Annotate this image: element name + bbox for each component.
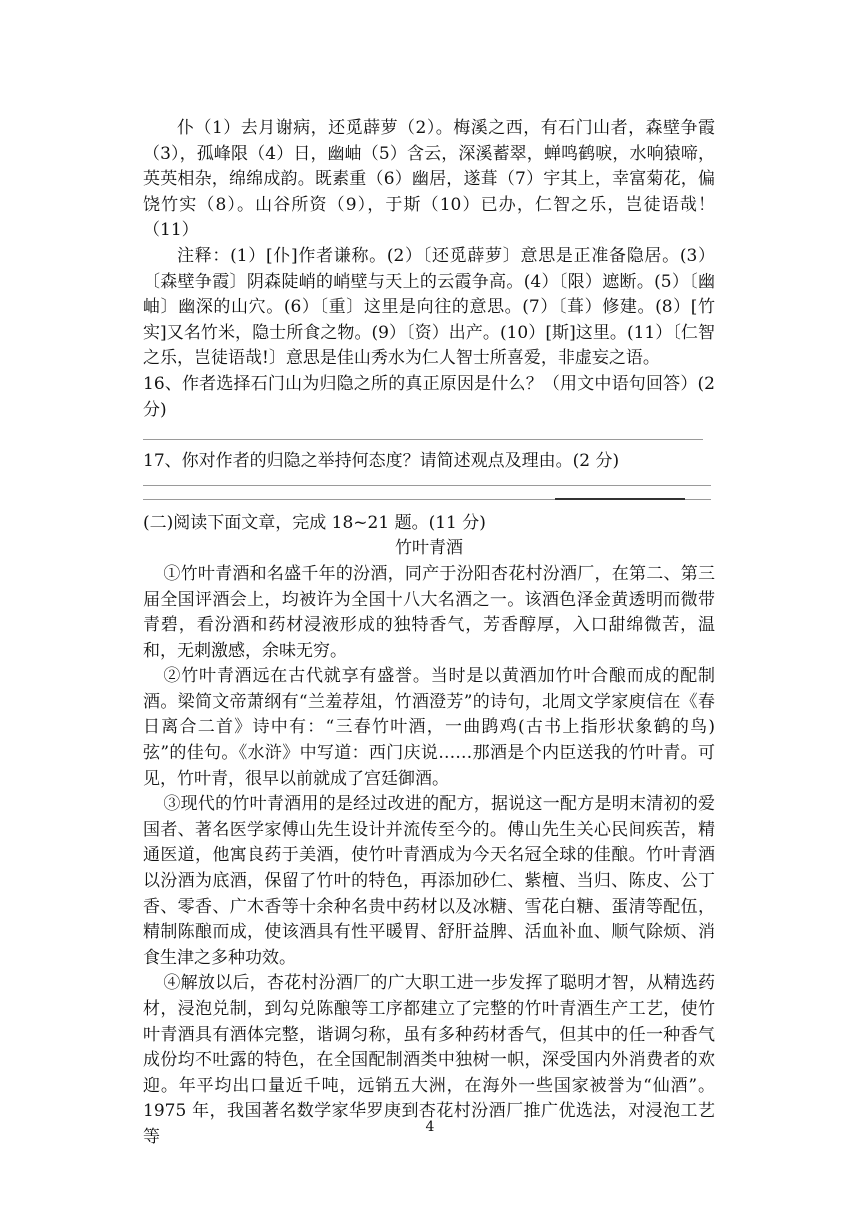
answer-line-16[interactable] (143, 423, 715, 449)
article-paragraph-2: ②竹叶青酒远在古代就享有盛誉。当时是以黄酒加竹叶合酿而成的配制酒。梁简文帝萧纲有“兰羞荐俎，竹酒澄芳”的诗句，北周文学家庾信在《春日离合二首》诗中有：“三春竹叶酒，一曲鹍鸡(古书上指形状象鹤的鸟)弦”的佳句。《水浒》中写道：西门庆说……那酒是个内臣送我的竹叶青。可见，竹叶青，很早以前就成了宫廷御酒。 (143, 666, 715, 789)
answer-rule (143, 439, 703, 440)
question-16: 16、作者选择石门山为归隐之所的真正原因是什么？（用文中语句回答）(2分) (143, 373, 715, 420)
classical-passage: 仆（1）去月谢病，还觅薜萝（2）。梅溪之西，有石门山者，森壁争霞（3），孤峰限（4）日，幽岫（5）含云，深溪蓄翠，蝉鸣鹤唳，水响猿啼，英英相杂，绵绵成韵。既素重（6）幽居，遂葺（7）宇其上，幸富菊花，偏饶竹实（8）。山谷所资（9），于斯（10）已办，仁智之乐，岂徒语哉！（11） (143, 118, 715, 241)
page-number: 4 (425, 1119, 435, 1135)
article-paragraph-4: ④解放以后，杏花村汾酒厂的广大职工进一步发挥了聪明才智，从精选药材，浸泡兑制，到勾兑陈酿等工序都建立了完整的竹叶青酒生产工艺，使竹叶青酒具有酒体完整，谐调匀称，虽有多种药材香气，但其中的任一种香气成份均不吐露的特色，在全国配制酒类中独树一帜，深受国内外消费者的欢迎。年平均出口量近千吨，远销五大洲，在海外一些国家被誉为“仙酒”。1975 年，我国著名数学家华罗庚到杏花村汾酒厂推广优选法，对浸泡工艺等 (143, 973, 715, 1147)
page-content (143, 116, 715, 1151)
question-17: 17、你对作者的归隐之举持何态度？请简述观点及理由。(2 分) (143, 451, 620, 472)
answer-rule (143, 485, 711, 486)
section-heading: (二)阅读下面文章，完成 18~21 题。(11 分) (143, 512, 486, 533)
answer-line-17b[interactable] (143, 497, 715, 511)
article-paragraph-1: ①竹叶青酒和名盛千年的汾酒，同产于汾阳杏花村汾酒厂，在第二、第三届全国评酒会上，均被许为全国十八大名酒之一。该酒色泽金黄透明而微带青碧，看汾酒和药材浸液形成的独特香气，芳香醇厚，入口甜绵微苦，温和，无刺激感，余味无穷。 (143, 563, 715, 661)
answer-rule-bold (555, 498, 685, 500)
article-paragraph-3: ③现代的竹叶青酒用的是经过改进的配方，据说这一配方是明末清初的爱国者、著名医学家傅山先生设计并流传至今的。傅山先生关心民间疾苦，精通医道，他寓良药于美酒，使竹叶青酒成为今天名冠全球的佳酿。竹叶青酒以汾酒为底酒，保留了竹叶的特色，再添加砂仁、紫檀、当归、陈皮、公丁香、零香、广木香等十余种名贵中药材以及冰糖、雪花白糖、蛋清等配伍，精制陈酿而成，使该酒具有性平暖胃、舒肝益脾、活血补血、顺气除烦、消食生津之多种功效。 (143, 794, 715, 968)
passage-notes: 注释：(1）[仆]作者谦称。(2）〔还觅薜萝〕意思是正准备隐居。(3）〔森壁争霞〕阴森陡峭的峭壁与天上的云霞争高。(4）〔限）遮断。(5）〔幽岫〕幽深的山穴。(6）〔重〕这里是向往的意思。(7）〔葺）修建。(8）[竹实]又名竹米，隐士所食之物。(9）〔资）出产。(10）[斯]这里。(11）〔仁智之乐，岂徒语哉!〕意思是佳山秀水为仁人智士所喜爱，非虚妄之语。 (143, 245, 715, 369)
answer-line-17a[interactable] (143, 475, 715, 497)
article-title: 竹叶青酒 (395, 538, 463, 559)
